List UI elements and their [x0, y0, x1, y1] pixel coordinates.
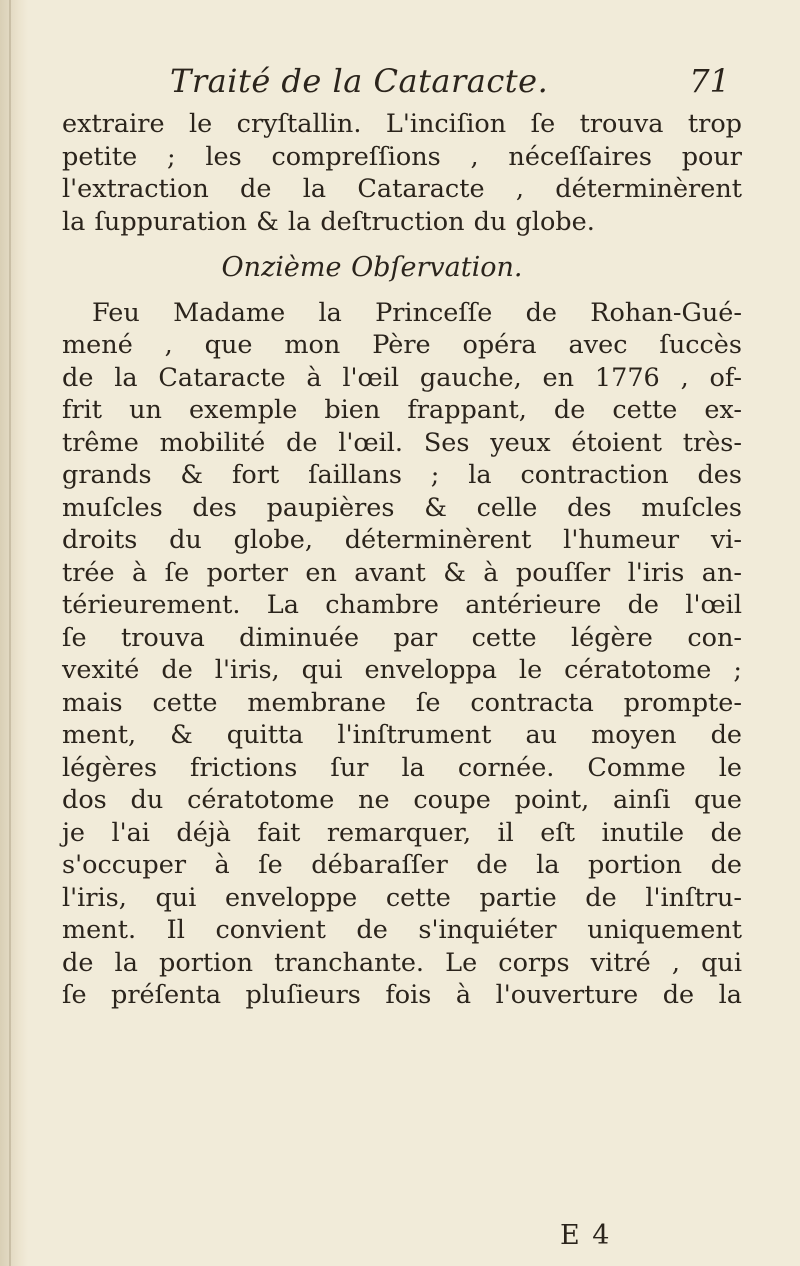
text-line: grands & fort ſaillans ; la contraction des [62, 460, 742, 490]
paragraph-2 [62, 297, 742, 1012]
text-line: l'iris, qui enveloppe cette partie de l'inſtru- [62, 882, 742, 913]
text-line: petite ; les compreſſions , néceſſaires pour [62, 141, 742, 172]
text-line: térieurement. La chambre antérieure de l'œil [62, 590, 742, 620]
text-line: muſcles des paupières & celle des muſcles [62, 492, 742, 523]
text-line: de la portion tranchante. Le corps vitré , qui [62, 947, 742, 978]
paragraph-1 [62, 108, 742, 238]
page-header [170, 62, 730, 110]
text-line: ment, & quitta l'inſtrument au moyen de [62, 720, 742, 750]
text-line: vexité de l'iris, qui enveloppa le cératotome ; [62, 655, 742, 685]
text-line: trême mobilité de l'œil. Ses yeux étoient très- [62, 427, 742, 458]
signature-mark: E 4 [560, 1220, 612, 1251]
text-line: s'occuper à ſe débaraſſer de la portion de [62, 850, 742, 880]
text-line: mené , que mon Père opéra avec ſuccès [62, 330, 742, 360]
text-line: extraire le cryſtallin. L'inciſion ſe trouva trop [62, 109, 742, 139]
text-line: frit un exemple bien frappant, de cette ex- [62, 395, 742, 425]
text-line: Feu Madame la Princeſſe de Rohan-Gué- [92, 297, 742, 328]
text-line: dos du cératotome ne coupe point, ainſi que [62, 785, 742, 815]
binding-edge [9, 0, 11, 1266]
section-title: Onzième Obſervation. [221, 252, 523, 283]
text-line: de la Cataracte à l'œil gauche, en 1776 , of- [62, 362, 742, 393]
text-line: ſe trouva diminuée par cette légère con- [62, 622, 742, 653]
text-line: légères frictions ſur la cornée. Comme le [62, 752, 742, 783]
running-title: Traité de la Cataracte. [170, 62, 549, 100]
text-line: l'extraction de la Cataracte , déterminèrent [62, 174, 742, 204]
page-gutter [0, 0, 28, 1266]
text-line: trée à ſe porter en avant & à pouſſer l'iris an- [62, 557, 742, 588]
text-line: mais cette membrane ſe contracta prompte- [62, 687, 742, 718]
text-line: ſe préſenta pluſieurs fois à l'ouverture de la [62, 980, 742, 1010]
text-line: la ſuppuration & la deſtruction du globe. [62, 206, 595, 237]
text-line: droits du globe, déterminèrent l'humeur vi- [62, 525, 742, 555]
page-body [62, 108, 742, 1012]
text-line: ment. Il convient de s'inquiéter uniquement [62, 915, 742, 945]
text-line: je l'ai déjà fait remarquer, il eſt inutile de [62, 817, 742, 848]
page-number: 71 [689, 62, 730, 100]
